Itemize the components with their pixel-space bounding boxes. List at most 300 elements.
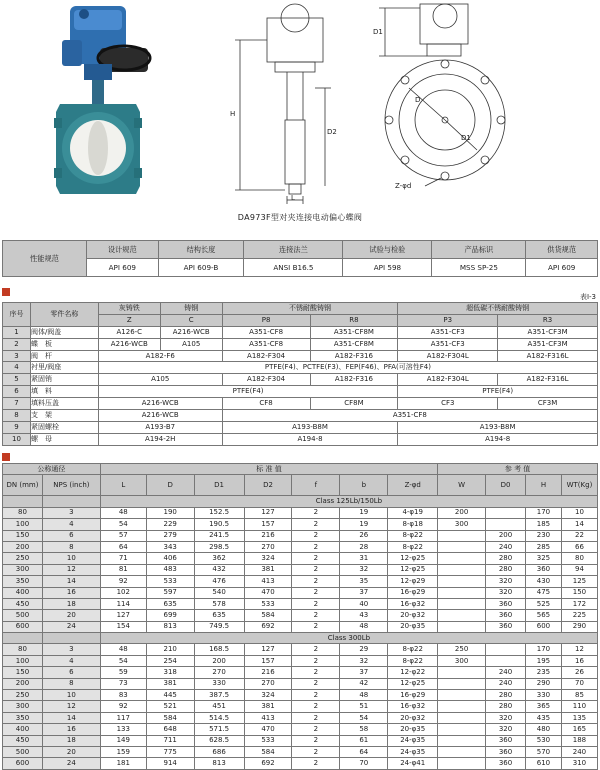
label-l: L <box>291 194 295 202</box>
table-cell: 2 <box>292 701 340 712</box>
table-cell: 12 <box>42 564 100 575</box>
table-cell: 54 <box>100 655 146 666</box>
table-cell: 300 <box>3 701 43 712</box>
table-cell: 320 <box>486 587 526 598</box>
dimensions-table <box>2 463 598 770</box>
table-cell: 320 <box>486 576 526 587</box>
column-header: D2 <box>244 475 292 496</box>
table-cell: A351-CF8 <box>222 338 310 350</box>
table-cell: 2 <box>292 690 340 701</box>
table-cell: 360 <box>486 598 526 609</box>
table-cell: A182-F316L <box>498 350 598 362</box>
table-cell: 240 <box>486 541 526 552</box>
table-cell: 320 <box>486 712 526 723</box>
table-cell: 571.5 <box>194 724 244 735</box>
table-cell: 445 <box>146 690 194 701</box>
column-header: D1 <box>194 475 244 496</box>
label-bolt: Z-φd <box>395 182 412 190</box>
table-cell: 2 <box>292 712 340 723</box>
table-cell: 2 <box>292 758 340 769</box>
column-header: Z-φd <box>388 475 438 496</box>
table-cell <box>438 758 486 769</box>
table-cell <box>486 507 526 518</box>
table-cell: 43 <box>340 610 388 621</box>
table-cell: PTFE(F4) <box>98 386 398 398</box>
table-cell: 24 <box>42 758 100 769</box>
table-cell: 24 <box>42 621 100 632</box>
table-cell: 290 <box>561 621 597 632</box>
table-cell: 8 <box>42 541 100 552</box>
table-cell: 514.5 <box>194 712 244 723</box>
table-row <box>3 398 598 410</box>
table-row <box>3 350 598 362</box>
table-cell: 188 <box>561 735 597 746</box>
table-cell: 110 <box>561 701 597 712</box>
table-cell: 80 <box>561 553 597 564</box>
column-header: WT(Kg) <box>561 475 597 496</box>
table-cell: 525 <box>525 598 561 609</box>
table-cell <box>42 633 100 644</box>
table-cell: 170 <box>525 644 561 655</box>
table-cell: 387.5 <box>194 690 244 701</box>
table-cell: 2 <box>292 553 340 564</box>
table-cell: 2 <box>292 576 340 587</box>
table-cell: 150 <box>3 530 43 541</box>
table-cell: 686 <box>194 746 244 757</box>
table-cell: A351-CF3M <box>498 338 598 350</box>
table-header-row <box>3 464 598 475</box>
table-cell: 3 <box>42 644 100 655</box>
table-cell: 300 <box>438 655 486 666</box>
table-row <box>3 386 598 398</box>
table-cell: 159 <box>100 746 146 757</box>
table-row <box>3 410 598 422</box>
table-cell: A126-C <box>98 326 160 338</box>
table-cell: A351-CF3 <box>398 338 498 350</box>
table-row <box>3 362 598 374</box>
table-cell <box>486 655 526 666</box>
spec-label: 性能规范 <box>3 241 87 277</box>
table-cell: 157 <box>244 519 292 530</box>
table-cell: 2 <box>292 667 340 678</box>
table-cell: 29 <box>340 644 388 655</box>
table-row <box>3 433 598 445</box>
table-cell: 600 <box>3 621 43 632</box>
table-cell: 2 <box>292 655 340 666</box>
spec-value: ANSI B16.5 <box>244 259 343 277</box>
table-cell: 565 <box>525 610 561 621</box>
table-cell: 430 <box>525 576 561 587</box>
table-cell: 2 <box>292 621 340 632</box>
table-cell: 324 <box>244 553 292 564</box>
column-header: 不锈耐酸铸钢 <box>222 303 398 315</box>
table-cell: 2 <box>292 541 340 552</box>
table-cell: 6 <box>42 530 100 541</box>
table-cell: 749.5 <box>194 621 244 632</box>
label-d: D <box>415 96 421 104</box>
column-header: W <box>438 475 486 496</box>
table-cell: 16 <box>42 587 100 598</box>
table-cell: 16-φ29 <box>388 587 438 598</box>
table-cell: 190 <box>146 507 194 518</box>
table-cell: 381 <box>146 678 194 689</box>
table-cell: 20-φ35 <box>388 724 438 735</box>
table-cell: 241.5 <box>194 530 244 541</box>
table-cell: 127 <box>244 507 292 518</box>
table-cell: 325 <box>525 553 561 564</box>
column-header: 参 考 值 <box>438 464 598 475</box>
table-row <box>3 598 598 609</box>
table-cell <box>438 724 486 735</box>
table-cell: 94 <box>561 564 597 575</box>
table-cell: 4 <box>42 519 100 530</box>
table-cell <box>438 530 486 541</box>
spec-header: 供货规范 <box>526 241 598 259</box>
table-cell: 7 <box>3 398 31 410</box>
table-cell: 54 <box>340 712 388 723</box>
table-cell: 2 <box>292 598 340 609</box>
table-row <box>3 644 598 655</box>
table-cell: 83 <box>100 690 146 701</box>
table-cell: 9 <box>3 421 31 433</box>
table-row <box>3 610 598 621</box>
table-cell: 185 <box>525 519 561 530</box>
table-cell: 500 <box>3 610 43 621</box>
table-cell: 406 <box>146 553 194 564</box>
table-cell: 10 <box>42 553 100 564</box>
table-cell: 470 <box>244 587 292 598</box>
table-cell: 5 <box>3 374 31 386</box>
table-cell: A182-F316 <box>310 350 398 362</box>
table-cell: 692 <box>244 758 292 769</box>
table-cell: 59 <box>100 667 146 678</box>
table-cell: 14 <box>42 576 100 587</box>
spec-header: 试验与检验 <box>343 241 432 259</box>
class-label: Class 125Lb/150Lb <box>100 496 597 507</box>
table-cell: 20-φ32 <box>388 712 438 723</box>
column-header: C <box>160 314 222 326</box>
table-cell: A182-F6 <box>98 350 222 362</box>
table-cell: 200 <box>3 678 43 689</box>
table-cell: 381 <box>244 564 292 575</box>
table-cell: 24-φ41 <box>388 758 438 769</box>
table-cell: 451 <box>194 701 244 712</box>
table-cell: 280 <box>486 701 526 712</box>
table-cell: 42 <box>340 678 388 689</box>
table-cell: 240 <box>561 746 597 757</box>
table-cell <box>438 712 486 723</box>
table-cell: 100 <box>3 655 43 666</box>
table-cell: 216 <box>244 530 292 541</box>
table-cell: 35 <box>340 576 388 587</box>
table-row <box>3 678 598 689</box>
table-cell: A216-WCB <box>160 326 222 338</box>
table-cell: 18 <box>42 598 100 609</box>
table-cell: 435 <box>525 712 561 723</box>
table-cell: 320 <box>486 724 526 735</box>
table-cell: 8-φ22 <box>388 644 438 655</box>
table-cell: 2 <box>292 519 340 530</box>
table-cell: 350 <box>3 576 43 587</box>
table-row <box>3 576 598 587</box>
table-cell: 100 <box>3 519 43 530</box>
table-cell: 48 <box>340 621 388 632</box>
section-marker-icon <box>2 288 10 296</box>
table-cell: 2 <box>292 644 340 655</box>
table-cell: 360 <box>486 735 526 746</box>
table-cell: 125 <box>561 576 597 587</box>
table-cell: 22 <box>561 530 597 541</box>
table-cell: A105 <box>98 374 222 386</box>
table-cell: 12-φ25 <box>388 553 438 564</box>
table-cell: 450 <box>3 735 43 746</box>
table-cell: 80 <box>3 507 43 518</box>
table-cell: 170 <box>525 507 561 518</box>
table-cell: 360 <box>486 610 526 621</box>
table-cell: 2 <box>292 735 340 746</box>
table-cell: 229 <box>146 519 194 530</box>
table-cell: 181 <box>100 758 146 769</box>
table-cell: 12 <box>561 644 597 655</box>
table-cell: 57 <box>100 530 146 541</box>
table-cell: 360 <box>486 758 526 769</box>
table-row <box>3 507 598 518</box>
table-cell: 16-φ32 <box>388 701 438 712</box>
table-cell: 6 <box>42 667 100 678</box>
table-cell: 190.5 <box>194 519 244 530</box>
table-cell <box>438 690 486 701</box>
table-cell: A194-8 <box>398 433 598 445</box>
table-cell: 250 <box>3 690 43 701</box>
table-cell <box>438 576 486 587</box>
table-cell: 2 <box>292 610 340 621</box>
figure-caption: DA973F型对夹连接电动偏心蝶阀 <box>237 213 363 222</box>
table-cell: 51 <box>340 701 388 712</box>
table-cell: 521 <box>146 701 194 712</box>
table-cell: 711 <box>146 735 194 746</box>
table-cell: 648 <box>146 724 194 735</box>
table-cell: 381 <box>244 701 292 712</box>
table-cell: 600 <box>3 758 43 769</box>
table-cell: 362 <box>194 553 244 564</box>
materials-table <box>2 302 598 446</box>
table-cell: 165 <box>561 724 597 735</box>
table-cell: 填料压盖 <box>30 398 98 410</box>
table-cell: 2 <box>3 338 31 350</box>
side-view-drawing <box>215 0 355 212</box>
table-row <box>3 374 598 386</box>
spec-value: API 598 <box>343 259 432 277</box>
table-cell: 12-φ22 <box>388 667 438 678</box>
table-cell: 127 <box>100 610 146 621</box>
table-cell: 470 <box>244 724 292 735</box>
table-cell <box>438 553 486 564</box>
table-cell: 2 <box>292 564 340 575</box>
column-header: 公称通径 <box>3 464 101 475</box>
table-cell: 350 <box>3 712 43 723</box>
table-cell: 20 <box>42 610 100 621</box>
column-header: f <box>292 475 340 496</box>
table-row <box>3 724 598 735</box>
table-cell: 533 <box>244 735 292 746</box>
table-cell <box>486 519 526 530</box>
table-cell: A182-F304 <box>222 350 310 362</box>
table-cell: 600 <box>525 621 561 632</box>
table-cell: 81 <box>100 564 146 575</box>
table-cell: 360 <box>486 746 526 757</box>
table-row <box>3 541 598 552</box>
table-cell: 533 <box>146 576 194 587</box>
table-cell: A194-2H <box>98 433 222 445</box>
table-cell: 597 <box>146 587 194 598</box>
table-cell: 10 <box>3 433 31 445</box>
class-row <box>3 633 598 644</box>
table-cell: 476 <box>194 576 244 587</box>
table-cell: 635 <box>194 610 244 621</box>
table-row <box>3 564 598 575</box>
table-cell: 80 <box>3 644 43 655</box>
table-cell: 240 <box>486 667 526 678</box>
table-cell: 450 <box>3 598 43 609</box>
table-row <box>3 712 598 723</box>
column-header: 灰铸铁 <box>98 303 160 315</box>
table-cell: 48 <box>100 507 146 518</box>
table-cell: 蝶 板 <box>30 338 98 350</box>
table-cell: 235 <box>525 667 561 678</box>
table-cell: 24-φ35 <box>388 735 438 746</box>
table-row <box>3 421 598 433</box>
table-cell: CF8M <box>310 398 398 410</box>
table-cell <box>486 644 526 655</box>
table-cell: 300 <box>438 519 486 530</box>
table-cell: 6 <box>3 386 31 398</box>
table-cell: 8-φ22 <box>388 530 438 541</box>
table-row <box>3 587 598 598</box>
table-cell: A182-F316 <box>310 374 398 386</box>
spec-header: 结构长度 <box>158 241 244 259</box>
table-cell: 16 <box>42 724 100 735</box>
table-cell: 172 <box>561 598 597 609</box>
table-cell: 813 <box>194 758 244 769</box>
table-cell: 20 <box>42 746 100 757</box>
table-header-row <box>3 475 598 496</box>
table-cell: 152.5 <box>194 507 244 518</box>
table-cell: 48 <box>340 690 388 701</box>
table-cell: 154 <box>100 621 146 632</box>
table-cell: A351-CF8M <box>310 338 398 350</box>
table-cell: 31 <box>340 553 388 564</box>
table-cell: 70 <box>340 758 388 769</box>
table-cell <box>438 587 486 598</box>
table-cell: 200 <box>486 530 526 541</box>
spec-header: 产品标识 <box>432 241 526 259</box>
table-cell: 8-φ22 <box>388 541 438 552</box>
table-cell: 360 <box>525 564 561 575</box>
table-cell: 10 <box>42 690 100 701</box>
table-cell: 紧固螺栓 <box>30 421 98 433</box>
table-cell: 692 <box>244 621 292 632</box>
column-header: 序号 <box>3 303 31 327</box>
table-cell <box>42 496 100 507</box>
table-row <box>3 746 598 757</box>
table-cell: 2 <box>292 724 340 735</box>
table-cell: 8-φ18 <box>388 519 438 530</box>
table-cell: 775 <box>146 746 194 757</box>
spec-header: 连接法兰 <box>244 241 343 259</box>
column-header: P3 <box>398 314 498 326</box>
table-cell: 4 <box>42 655 100 666</box>
table-cell: 16-φ32 <box>388 598 438 609</box>
table-cell: 280 <box>486 564 526 575</box>
table-cell: 紧固销 <box>30 374 98 386</box>
table-cell: 200 <box>438 507 486 518</box>
table-cell: 8 <box>3 410 31 422</box>
table-cell: A182-F316L <box>498 374 598 386</box>
table-cell <box>438 621 486 632</box>
table-cell: 127 <box>244 644 292 655</box>
column-header: D0 <box>486 475 526 496</box>
table-cell: 61 <box>340 735 388 746</box>
table-row <box>3 326 598 338</box>
table-cell <box>438 610 486 621</box>
table-cell: 500 <box>3 746 43 757</box>
table-cell: CF3 <box>398 398 498 410</box>
table-cell: 2 <box>292 678 340 689</box>
table-cell: 365 <box>525 701 561 712</box>
label-h: H <box>230 110 236 118</box>
table-cell: 12-φ25 <box>388 678 438 689</box>
table-cell: 4-φ19 <box>388 507 438 518</box>
table-cell: 699 <box>146 610 194 621</box>
table-cell: 3 <box>42 507 100 518</box>
label-d1: D1 <box>373 28 383 36</box>
table-cell: 290 <box>525 678 561 689</box>
table-cell: 37 <box>340 667 388 678</box>
column-header: b <box>340 475 388 496</box>
table-cell: 71 <box>100 553 146 564</box>
column-header: Z <box>98 314 160 326</box>
label-d2: D2 <box>327 128 337 136</box>
table-cell: 584 <box>244 610 292 621</box>
front-view-drawing <box>365 0 515 212</box>
table-cell: 400 <box>3 724 43 735</box>
table-cell: A182-F304L <box>398 350 498 362</box>
table-cell: 48 <box>100 644 146 655</box>
table-cell: 阀体/阀盖 <box>30 326 98 338</box>
table-cell: 32 <box>340 655 388 666</box>
table-cell: A351-CF3 <box>398 326 498 338</box>
table-cell: 40 <box>340 598 388 609</box>
column-header: DN (mm) <box>3 475 43 496</box>
table-row <box>3 338 598 350</box>
table-cell: 279 <box>146 530 194 541</box>
table-cell <box>3 633 43 644</box>
spec-value: API 609 <box>87 259 159 277</box>
class-label: Class 300Lb <box>100 633 597 644</box>
table-cell: CF8 <box>222 398 310 410</box>
table-cell: 117 <box>100 712 146 723</box>
table-cell: 483 <box>146 564 194 575</box>
table-cell: 102 <box>100 587 146 598</box>
column-header: 铸钢 <box>160 303 222 315</box>
table-cell: 26 <box>561 667 597 678</box>
table-cell: 135 <box>561 712 597 723</box>
table-cell: 200 <box>3 541 43 552</box>
table-cell: 413 <box>244 712 292 723</box>
table-cell: PTFE(F4) <box>398 386 598 398</box>
table-row <box>3 530 598 541</box>
table-cell: 64 <box>100 541 146 552</box>
